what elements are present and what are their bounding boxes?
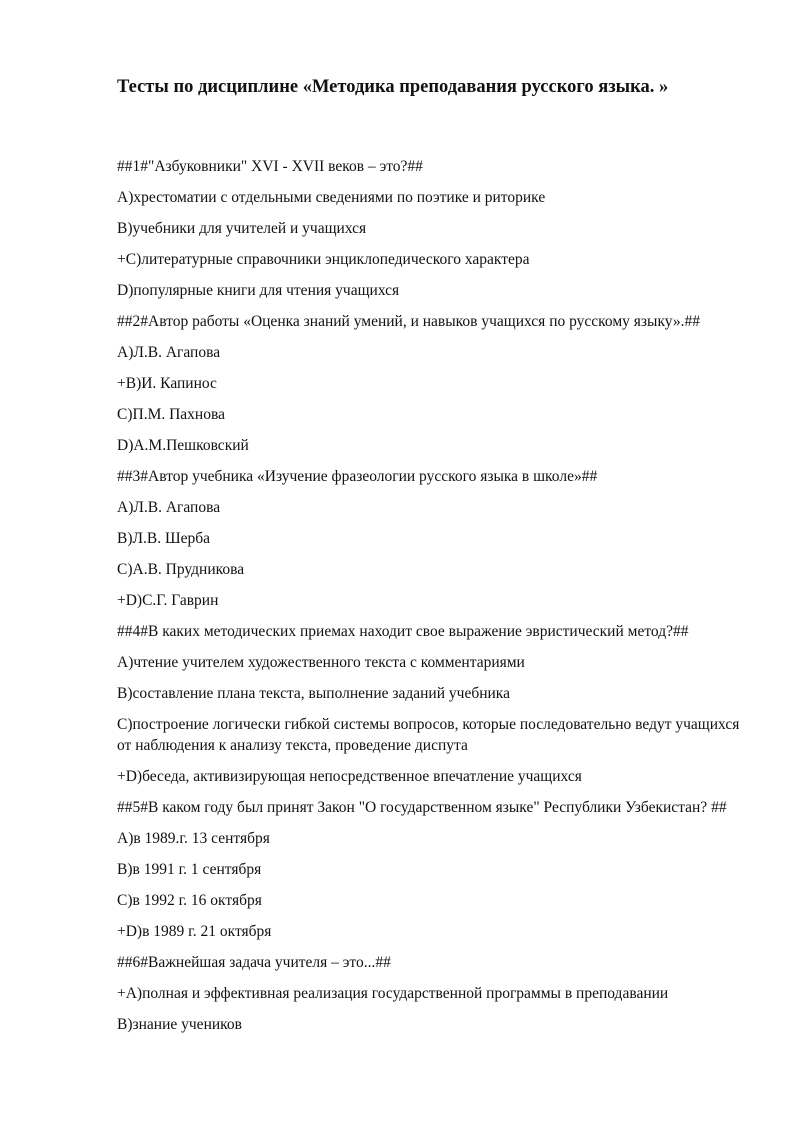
question-1: ##1#"Азбуковники" XVI - XVII веков – это?## <box>117 158 423 175</box>
answer-option-correct: +D)С.Г. Гаврин <box>117 592 219 609</box>
answer-option: А)чтение учителем художественного текста с комментариями <box>117 654 525 671</box>
answer-option: В)составление плана текста, выполнение заданий учебника <box>117 685 510 702</box>
question-5: ##5#В каком году был принят Закон "О государственном языке" Республики Узбекистан? ## <box>117 799 727 816</box>
answer-option: D)А.М.Пешковский <box>117 437 249 454</box>
document-title: Тесты по дисциплине «Методика преподавания русского языка. » <box>117 77 669 97</box>
answer-option: С)построение логически гибкой системы вопросов, которые последовательно ведут учащихся от наблюдения к анализу текста, проведение диспута <box>117 716 740 754</box>
question-2: ##2#Автор работы «Оценка знаний умений, и навыков учащихся по русскому языку».## <box>117 313 701 330</box>
answer-option: В)Л.В. Шерба <box>117 530 211 547</box>
answer-option-correct: +В)И. Капинос <box>117 375 217 392</box>
answer-option: А)Л.В. Агапова <box>117 344 221 361</box>
answer-option: В)в 1991 г. 1 сентября <box>117 861 262 878</box>
answer-option: С)П.М. Пахнова <box>117 406 225 423</box>
question-4: ##4#В каких методических приемах находит свое выражение эвристический метод?## <box>117 623 689 640</box>
answer-option: А)хрестоматии с отдельными сведениями по поэтике и риторике <box>117 189 546 206</box>
answer-option-correct: +D)беседа, активизирующая непосредственное впечатление учащихся <box>117 768 582 785</box>
answer-option: D)популярные книги для чтения учащихся <box>117 282 400 299</box>
answer-option: А)Л.В. Агапова <box>117 499 221 516</box>
answer-option: В)знание учеников <box>117 1016 242 1033</box>
answer-option: В)учебники для учителей и учащихся <box>117 220 367 237</box>
answer-option-correct: +А)полная и эффективная реализация государственной программы в преподавании <box>117 985 669 1002</box>
test-content <box>117 156 757 1045</box>
answer-option: С)в 1992 г. 16 октября <box>117 892 262 909</box>
question-3: ##3#Автор учебника «Изучение фразеологии русского языка в школе»## <box>117 468 598 485</box>
answer-option-correct: +С)литературные справочники энциклопедического характера <box>117 251 530 268</box>
answer-option: С)А.В. Прудникова <box>117 561 245 578</box>
answer-option: А)в 1989.г. 13 сентября <box>117 830 270 847</box>
question-6: ##6#Важнейшая задача учителя – это...## <box>117 954 391 971</box>
answer-option-correct: +D)в 1989 г. 21 октября <box>117 923 272 940</box>
